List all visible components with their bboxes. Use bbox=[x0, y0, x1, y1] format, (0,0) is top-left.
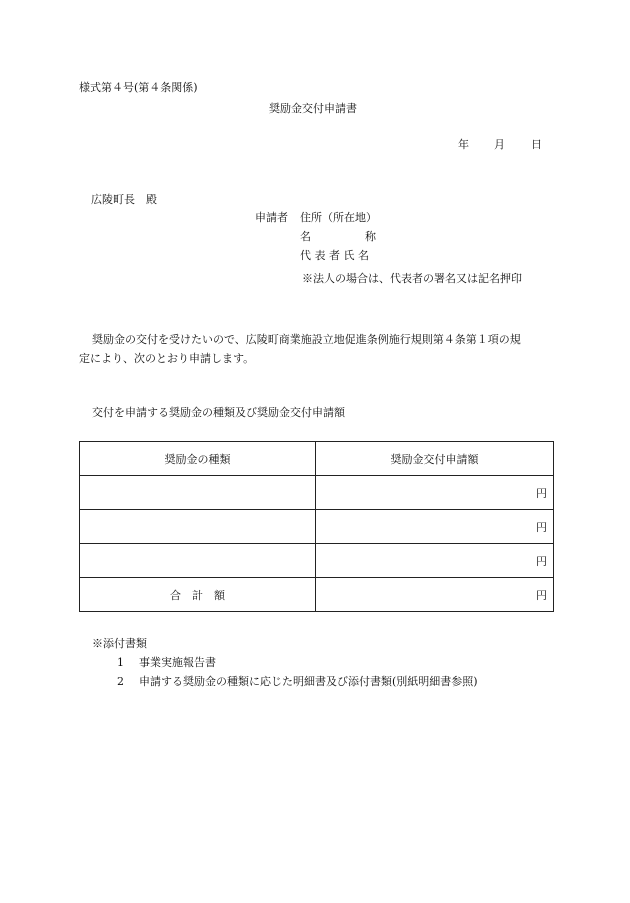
attachment-number: 1 bbox=[117, 656, 124, 669]
body-text-line-1: 奨励金の交付を受けたいので、広陵町商業施設立地促進条例施行規則第４条第１項の規 bbox=[92, 333, 521, 346]
total-amount-cell[interactable]: 円 bbox=[316, 578, 554, 612]
grant-amount-cell[interactable]: 円 bbox=[316, 476, 554, 510]
table-header-row bbox=[80, 442, 554, 476]
date-month: 月 bbox=[494, 138, 505, 151]
grant-amount-cell[interactable]: 円 bbox=[316, 510, 554, 544]
section-heading: 交付を申請する奨励金の種類及び奨励金交付申請額 bbox=[92, 406, 345, 419]
header-grant-amount: 奨励金交付申請額 bbox=[316, 442, 554, 476]
address-label: 住所（所在地） bbox=[300, 211, 377, 224]
representative-label: 代 表 者 氏 名 bbox=[300, 249, 369, 262]
addressee: 広陵町長 殿 bbox=[91, 193, 157, 206]
date-year: 年 bbox=[458, 138, 469, 151]
grant-type-cell[interactable] bbox=[80, 544, 316, 578]
table-row bbox=[80, 544, 554, 578]
name-label-second: 称 bbox=[365, 230, 376, 243]
grant-amount-cell[interactable]: 円 bbox=[316, 544, 554, 578]
body-text-line-2: 定により、次のとおり申請します。 bbox=[79, 352, 255, 365]
form-number: 様式第４号(第４条関係) bbox=[79, 81, 198, 94]
table-row bbox=[80, 510, 554, 544]
table-total-row bbox=[80, 578, 554, 612]
grant-table bbox=[79, 441, 554, 612]
date-day: 日 bbox=[531, 138, 542, 151]
header-grant-type: 奨励金の種類 bbox=[80, 442, 316, 476]
table-row bbox=[80, 476, 554, 510]
name-label-first: 名 bbox=[300, 230, 311, 243]
corporate-note: ※法人の場合は、代表者の署名又は記名押印 bbox=[302, 272, 522, 285]
applicant-label: 申請者 bbox=[255, 211, 288, 224]
attachment-text: 申請する奨励金の種類に応じた明細書及び添付書類(別紙明細書参照) bbox=[139, 675, 478, 688]
attachment-text: 事業実施報告書 bbox=[139, 656, 216, 669]
document-title: 奨励金交付申請書 bbox=[269, 102, 357, 115]
grant-type-cell[interactable] bbox=[80, 510, 316, 544]
attachment-number: 2 bbox=[117, 675, 124, 688]
attachments-heading: ※添付書類 bbox=[92, 637, 147, 650]
grant-type-cell[interactable] bbox=[80, 476, 316, 510]
total-label: 合 計 額 bbox=[80, 578, 316, 612]
